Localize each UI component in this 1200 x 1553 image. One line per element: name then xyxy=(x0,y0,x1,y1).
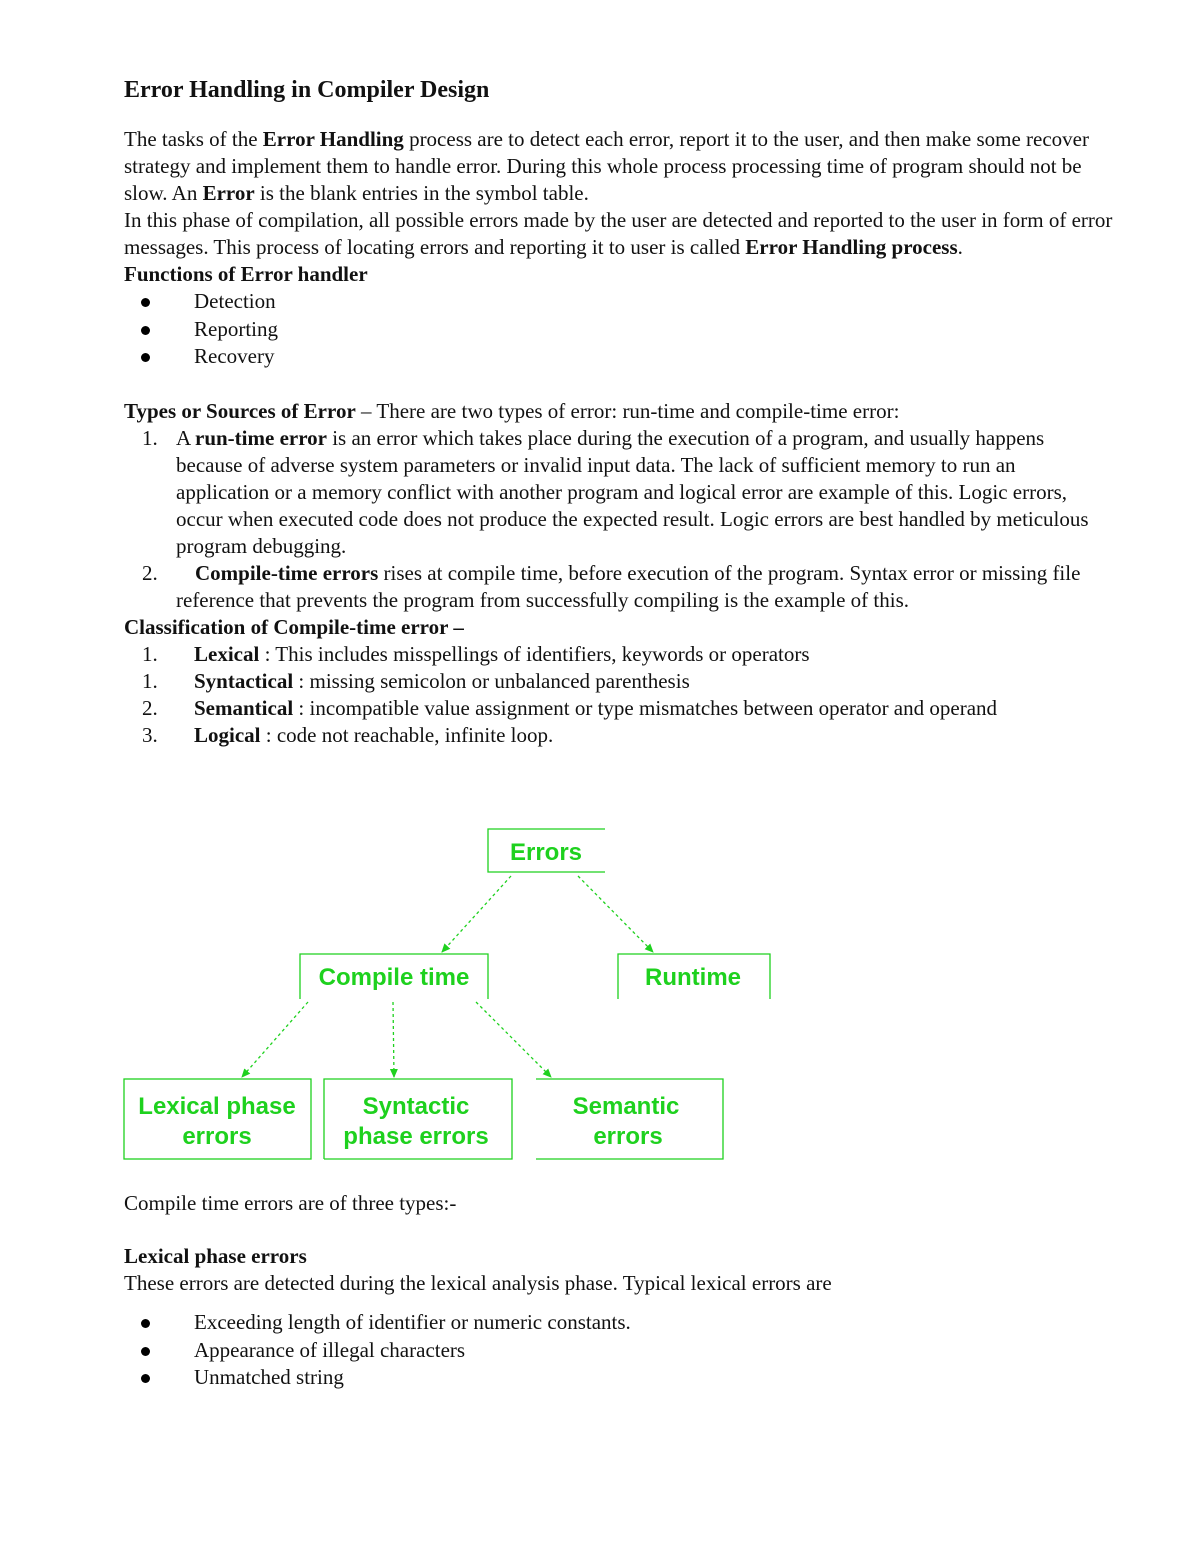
item-number: 1. xyxy=(142,668,158,693)
item-text: : code not reachable, infinite loop. xyxy=(260,722,554,747)
item-term: Lexical xyxy=(194,641,260,666)
intro-text: In this phase of compilation, all possible errors made by the user are detected and reported to the user in form of error messages. This process of locating errors and reporting it to user is called xyxy=(124,208,1113,259)
arrow-compile-syntactic xyxy=(393,1002,394,1077)
node-runtime: Runtime xyxy=(645,964,741,991)
item-text: : incompatible value assignment or type mismatches between operator and operand xyxy=(293,695,998,720)
list-item-text: Recovery xyxy=(194,344,275,368)
types-heading: Types or Sources of Error xyxy=(124,398,356,423)
lower-section xyxy=(124,1190,1114,1392)
list-item-text: Reporting xyxy=(194,316,278,341)
intro-text: is the blank entries in the symbol table. xyxy=(254,181,589,205)
list-item-text: Exceeding length of identifier or numeric constants. xyxy=(194,1310,631,1334)
node-semantic-line1: Semantic xyxy=(572,1093,680,1120)
functions-heading: Functions of Error handler xyxy=(124,262,368,286)
list-item xyxy=(124,1364,1114,1392)
bullet-icon xyxy=(141,1374,150,1383)
item-text: : missing semicolon or unbalanced parenthesis xyxy=(293,668,690,693)
term-error: Error xyxy=(202,181,255,205)
node-semantic-line2: errors xyxy=(593,1123,663,1150)
item-text: rises at compile time, before execution of the program. Syntax error or missing file reference that prevents the program from successfully compiling is the example of this. xyxy=(176,560,1081,612)
list-item xyxy=(124,1337,1114,1365)
compile-types-line: Compile time errors are of three types:- xyxy=(124,1191,457,1215)
intro-text: . xyxy=(957,235,963,259)
list-item-text: Detection xyxy=(194,289,276,313)
node-lexical-line1: Lexical phase xyxy=(138,1093,296,1120)
spacer xyxy=(124,1217,1114,1243)
list-item xyxy=(124,1309,1114,1337)
lexical-heading: Lexical phase errors xyxy=(124,1244,307,1268)
item-number: 1. xyxy=(142,641,158,666)
item-term: Syntactical xyxy=(194,668,294,693)
bullet-icon xyxy=(141,1347,150,1356)
item-term: Logical xyxy=(194,722,261,747)
item-lead: A xyxy=(176,425,192,450)
lexical-list xyxy=(124,1309,1114,1392)
arrow-compile-lexical xyxy=(242,1002,308,1077)
types-rest: – There are two types of error: run-time and compile-time error: xyxy=(355,398,900,423)
intro-text: process are to detect each error, report it to the user, and then make some recover strategy and implement them to handle error. During this whole process processing time of program should not be slow. An xyxy=(124,127,1089,205)
term-error-handling: Error Handling xyxy=(262,127,404,151)
item-number: 2. xyxy=(142,695,158,720)
node-syntactic-line2: phase errors xyxy=(343,1123,489,1150)
item-term: Compile-time errors xyxy=(195,560,379,585)
item-text: is an error which takes place during the execution of a program, and usually happens because of adverse system parameters or invalid input data. The lack of sufficient memory to run an application or a memory conflict with another program and logical error are example of this. Logic errors, occur when executed code does not produce the expected result. Logic errors are best handled by meticulous program debugging. xyxy=(176,425,1089,558)
page-title: Error Handling in Compiler Design xyxy=(124,77,490,103)
bullet-icon xyxy=(141,1319,150,1328)
classification-heading: Classification of Compile-time error – xyxy=(124,614,464,639)
item-term: run-time error xyxy=(195,425,327,450)
arrow-errors-runtime xyxy=(578,876,653,952)
node-errors: Errors xyxy=(509,839,583,866)
item-number: 3. xyxy=(142,722,158,747)
node-compile-time: Compile time xyxy=(318,964,470,991)
lexical-desc: These errors are detected during the lexical analysis phase. Typical lexical errors are xyxy=(124,1271,832,1295)
list-item-text: Unmatched string xyxy=(194,1365,344,1389)
item-term: Semantical xyxy=(194,695,294,720)
item-number: 1. xyxy=(142,425,158,450)
item-text: : This includes misspellings of identifiers, keywords or operators xyxy=(259,641,810,666)
arrow-errors-compile xyxy=(442,876,511,952)
node-lexical-line2: errors xyxy=(182,1123,252,1150)
spacer xyxy=(124,1297,1114,1309)
item-number: 2. xyxy=(142,560,158,585)
intro-text: The tasks of the xyxy=(124,127,263,151)
term-error-handling-process: Error Handling process xyxy=(745,235,958,259)
list-item-text: Appearance of illegal characters xyxy=(194,1337,466,1362)
node-syntactic-line1: Syntactic xyxy=(362,1093,470,1120)
arrow-compile-semantic xyxy=(476,1002,551,1077)
